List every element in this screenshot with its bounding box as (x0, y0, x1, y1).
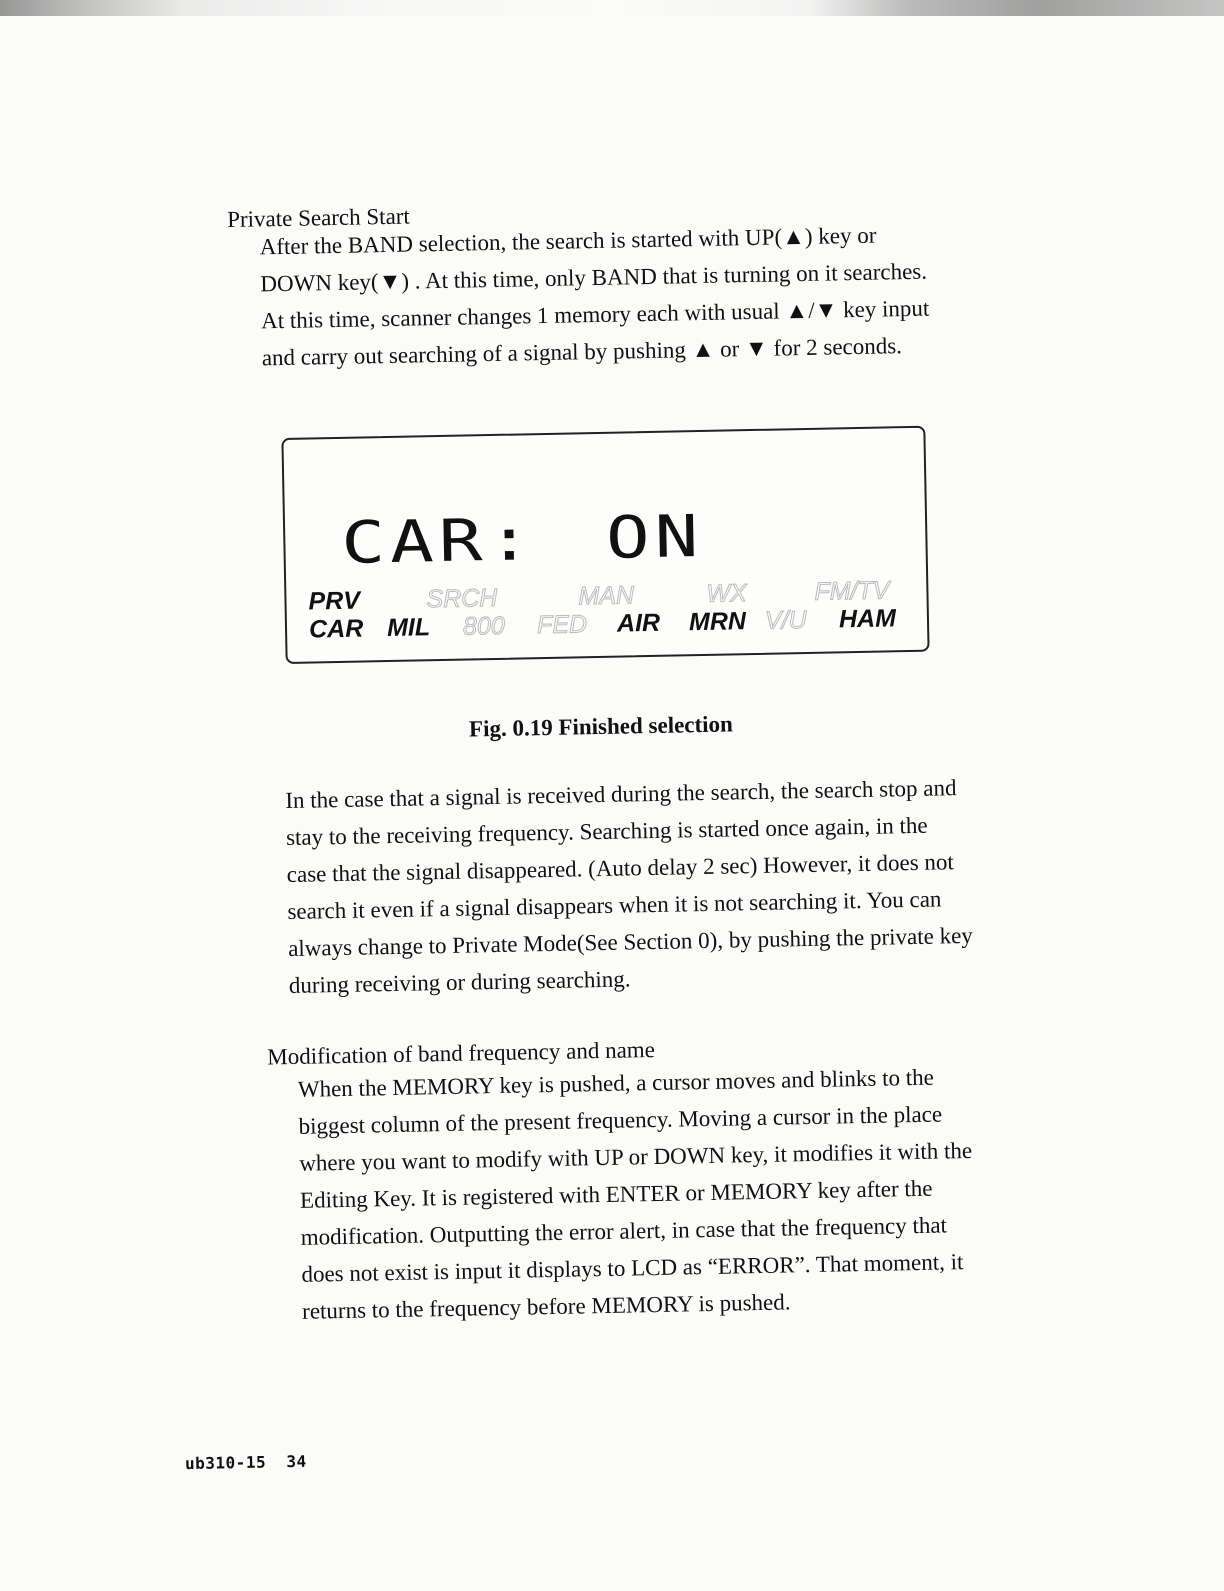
text-line: At this time, scanner changes 1 memory each with usual ▲/▼ key input (260, 295, 930, 334)
lcd-state-label: ON (605, 501, 704, 572)
lcd-annunciator-vu: V/U (764, 606, 807, 635)
page-number: 34 (286, 1451, 307, 1472)
text-line: and carry out searching of a signal by pushing ▲ or ▼ for 2 seconds. (261, 333, 903, 371)
text-line: When the MEMORY key is pushed, a cursor moves and blinks to the (297, 1064, 935, 1102)
lcd-annunciator-fmtv: FM/TV (814, 576, 890, 606)
lcd-annunciator-man: MAN (578, 581, 635, 611)
text-line: Editing Key. It is registered with ENTER or MEMORY key after the (299, 1175, 933, 1213)
figure-caption: Fig. 0.19 Finished selection (468, 711, 734, 742)
lcd-annunciator-fed: FED (536, 610, 588, 640)
document-id: ub310-15 (184, 1452, 267, 1474)
page-footer (185, 1452, 307, 1473)
private-search-paragraph (259, 212, 1094, 376)
lcd-annunciator-prv: PRV (308, 586, 361, 616)
text-line: modification. Outputting the error alert, in case that the frequency that (300, 1212, 948, 1250)
lcd-annunciator-mil: MIL (386, 613, 431, 643)
text-line: DOWN key(▼) . At this time, only BAND that is turning on it searches. (260, 258, 928, 297)
text-line: during receiving or during searching. (288, 966, 631, 999)
text-line: does not exist is input it displays to LCD as “ERROR”. That moment, it (301, 1249, 964, 1287)
text-line: always change to Private Mode(See Section 0), by pushing the private key (287, 922, 974, 962)
signal-paragraph (285, 766, 1115, 1004)
lcd-annunciator-air: AIR (616, 608, 661, 638)
text-line: returns to the frequency before MEMORY is pushed. (301, 1289, 791, 1324)
lcd-display-figure (281, 426, 929, 664)
text-line: After the BAND selection, the search is started with UP(▲) key or (259, 222, 877, 260)
text-line: where you want to modify with UP or DOWN key, it modifies it with the (299, 1137, 973, 1176)
text-line: stay to the receiving frequency. Searching is started once again, in the (285, 812, 928, 851)
section-heading-modification: Modification of band frequency and name (267, 1036, 656, 1070)
lcd-annunciator-800: 800 (462, 611, 506, 641)
text-line: case that the signal disappeared. (Auto delay 2 sec) However, it does not (286, 849, 955, 888)
lcd-annunciator-srch: SRCH (426, 583, 498, 614)
text-line: In the case that a signal is received during the search, the search stop and (285, 775, 957, 814)
section-heading-private-search: Private Search Start (226, 203, 411, 233)
lcd-band-label: CAR: (340, 505, 537, 577)
lcd-annunciator-wx: WX (706, 579, 747, 608)
text-line: search it even if a signal disappears when it is not searching it. You can (287, 886, 942, 925)
lcd-annunciator-car: CAR (308, 614, 364, 644)
lcd-annunciator-ham: HAM (838, 604, 897, 634)
modification-paragraph (298, 1055, 1135, 1330)
text-line: biggest column of the present frequency. Moving a cursor in the place (298, 1101, 943, 1139)
lcd-annunciator-mrn: MRN (688, 607, 747, 637)
lcd-main-text (341, 501, 774, 577)
